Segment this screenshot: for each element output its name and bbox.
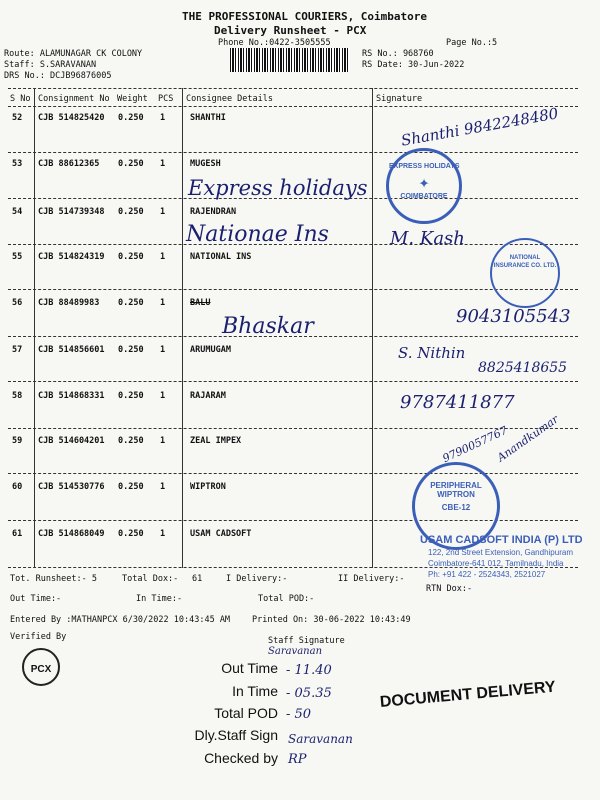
phone-number: Phone No.:0422-3505555 [218,38,331,48]
usam-stamp-name: USAM CADSOFT INDIA (P) LTD [420,534,583,546]
national-insurance-stamp: NATIONAL INSURANCE CO. LTD. [490,238,560,308]
row-consignee: NATIONAL INS [190,252,252,262]
usam-stamp-phone: Ph: +91 422 - 2524343, 2521027 [428,570,546,579]
row-weight: 0.250 [118,391,144,401]
row-consignment: CJB 514868331 [38,391,105,401]
row-consignee: USAM CADSOFT [190,529,252,539]
row-consignment: CJB 88489983 [38,298,100,308]
row-sno: 58 [12,391,23,401]
row-sno: 57 [12,345,23,355]
row-weight: 0.250 [118,298,144,308]
row-sno: 56 [12,298,23,308]
row-weight: 0.250 [118,252,144,262]
i-delivery: I Delivery:- [226,574,288,584]
row-pcs: 1 [160,482,166,492]
in-time-printed: In Time:- [136,594,183,604]
staff-name: Staff: S.SARAVANAN [4,60,97,70]
entered-by: Entered By :MATHANPCX 6/30/2022 10:43:45 AM [10,615,231,625]
peripheral-stamp: PERIPHERAL WIPTRON CBE-12 [412,462,500,550]
total-pod-label: Total POD [214,705,278,721]
usam-stamp-address-2: Coimbatore-641 012, Tamilnadu, India [428,559,564,568]
row-sno: 59 [12,436,23,446]
row-sno: 52 [12,113,23,123]
total-dox-label: Total Dox:- [122,574,179,584]
in-time-value: 05.35 [294,686,332,701]
ii-delivery: II Delivery:- [338,574,405,584]
handwritten-sign-59b: Anandkumar [494,412,561,465]
row-pcs: 1 [160,207,166,217]
row-consignee: MUGESH [190,159,221,169]
row-consignee: RAJENDRAN [190,207,237,217]
row-weight: 0.250 [118,113,144,123]
row-consignment: CJB 514604201 [38,436,105,446]
route-name: Route: ALAMUNAGAR CK COLONY [4,49,143,59]
col-header-sno: S No [10,94,31,104]
row-weight: 0.250 [118,482,144,492]
row-sno: 61 [12,529,23,539]
row-pcs: 1 [160,298,166,308]
out-time-printed: Out Time:- [10,594,62,604]
out-time-label: Out Time [221,660,278,676]
handwritten-sign-59a: 9790057767 [440,423,510,466]
row-pcs: 1 [160,529,166,539]
checked-by-label: Checked by [204,750,278,766]
staff-signature-value: Saravanan [268,646,323,657]
row-consignment: CJB 514824319 [38,252,105,262]
row-pcs: 1 [160,436,166,446]
company-title: THE PROFESSIONAL COURIERS, Coimbatore [182,10,428,23]
verified-by: Verified By [10,632,67,642]
row-sno: 60 [12,482,23,492]
row-sno: 55 [12,252,23,262]
row-weight: 0.250 [118,436,144,446]
handwritten-consignee-56: Bhaskar [222,314,314,339]
row-consignment: CJB 88612365 [38,159,100,169]
row-consignee: WIPTRON [190,482,226,492]
row-pcs: 1 [160,113,166,123]
total-pod-value: 50 [294,707,312,722]
row-pcs: 1 [160,159,166,169]
dly-staff-sign-label: Dly.Staff Sign [194,727,278,743]
row-pcs: 1 [160,345,166,355]
row-sno: 53 [12,159,23,169]
col-header-consignment: Consignment No [38,94,110,104]
row-pcs: 1 [160,391,166,401]
handwritten-sign-58: 9787411877 [400,392,515,413]
out-time-value: 11.40 [294,663,332,678]
row-consignee: ZEAL IMPEX [190,436,242,446]
row-consignment: CJB 514825420 [38,113,105,123]
row-consignee: BALU [190,298,211,308]
row-weight: 0.250 [118,159,144,169]
row-weight: 0.250 [118,207,144,217]
tot-runsheet: Tot. Runsheet:- 5 [10,574,97,584]
in-time-label: In Time [232,683,278,699]
express-holidays-stamp: EXPRESS HOLIDAYS ✦ COIMBATORE [386,148,462,224]
col-header-consignee: Consignee Details [186,94,273,104]
total-pod-printed: Total POD:- [258,594,315,604]
drs-number: DRS No.: DCJB96876005 [4,71,112,81]
staff-signature-label: Staff Signature [268,636,345,646]
runsheet-title: Delivery Runsheet - PCX [214,24,367,37]
handwritten-sign-57a: S. Nithin [398,344,466,362]
col-header-weight: Weight [117,94,148,104]
handwritten-sign-57b: 8825418655 [478,360,568,376]
row-consignee: SHANTHI [190,113,226,123]
row-consignment: CJB 514868049 [38,529,105,539]
handwritten-consignee-53: Express holidays [188,176,368,200]
row-consignment: CJB 514739348 [38,207,105,217]
row-sno: 54 [12,207,23,217]
rs-date: RS Date: 30-Jun-2022 [362,60,465,70]
row-weight: 0.250 [118,345,144,355]
handwritten-sign-52: Shanthi 9842248480 [399,104,560,150]
row-consignment: CJB 514856601 [38,345,105,355]
total-dox-value: 61 [192,574,203,584]
rs-number: RS No.: 968760 [362,49,434,59]
handwritten-sign-56: 9043105543 [456,306,571,327]
row-consignment: CJB 514530776 [38,482,105,492]
page-number: Page No.:5 [446,38,498,48]
checked-by-sign: RP [288,752,307,767]
rtn-dox: RTN Dox:- [426,584,473,594]
row-consignee: RAJARAM [190,391,226,401]
col-header-signature: Signature [376,94,423,104]
handwritten-sign-54: M. Kash [390,228,465,249]
col-header-pcs: PCS [158,94,174,104]
pcx-stamp: PCX [22,648,60,686]
row-consignee: ARUMUGAM [190,345,231,355]
barcode [230,48,350,72]
document-delivery-stamp: DOCUMENT DELIVERY [379,678,557,711]
printed-on: Printed On: 30-06-2022 10:43:49 [252,615,411,625]
usam-stamp-address-1: 122, 2nd Street Extension, Gandhipuram [428,548,573,557]
handwritten-consignee-54: Nationae Ins [186,222,329,247]
dly-staff-sign-value: Saravanan [288,732,353,746]
row-weight: 0.250 [118,529,144,539]
row-pcs: 1 [160,252,166,262]
